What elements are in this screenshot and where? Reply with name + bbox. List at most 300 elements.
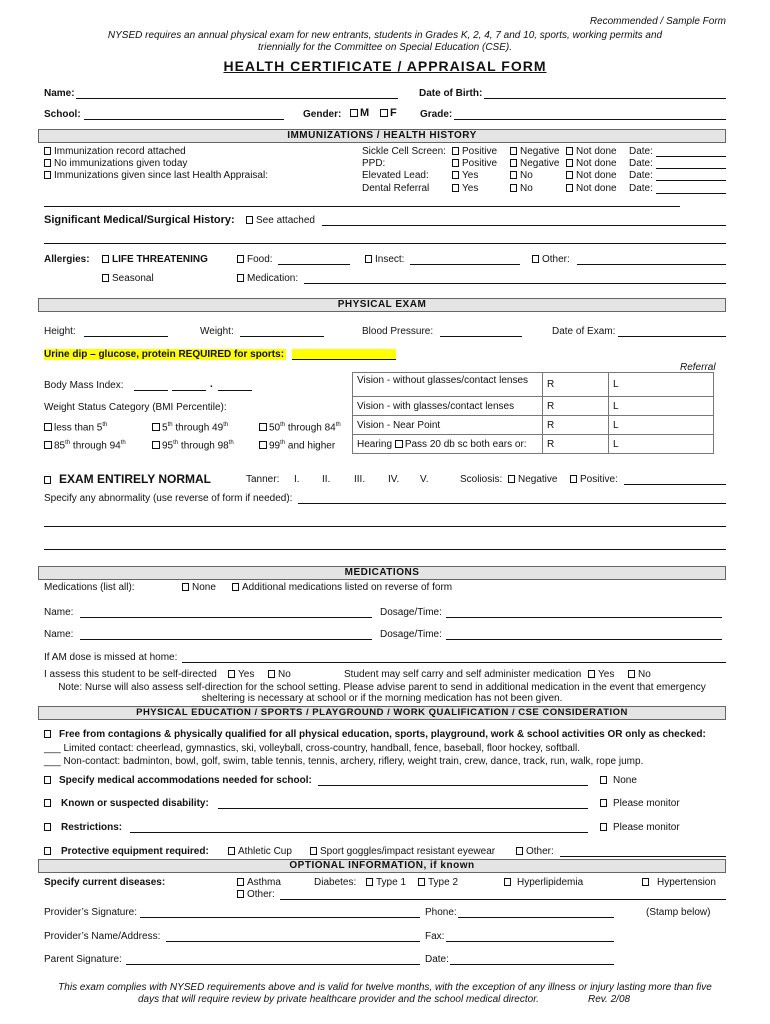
goggles-label: Sport goggles/impact resistant eyewear <box>320 846 496 857</box>
dosage-label: Dosage/Time: <box>380 607 442 618</box>
checkbox-icon <box>504 878 511 886</box>
weight-status-label: Weight Status Category (BMI Percentile): <box>44 402 227 413</box>
pct-sup: th <box>228 440 234 446</box>
blank-mark: ___ <box>44 743 61 754</box>
accom-none[interactable] <box>600 775 637 786</box>
pct-sup: th <box>102 422 108 428</box>
hh-opt-label: Not done <box>576 158 617 169</box>
hearing-pass-label: Pass 20 db sc both ears or: <box>404 438 527 450</box>
parent-signature-field[interactable] <box>126 964 420 965</box>
checkbox-icon <box>152 441 160 449</box>
seasonal-label: Seasonal <box>112 273 154 284</box>
checkbox-icon <box>44 423 52 431</box>
checkbox-icon <box>642 878 649 886</box>
allergy-life-threatening[interactable] <box>102 254 208 265</box>
fax-field[interactable] <box>446 941 614 942</box>
vision-r[interactable]: R <box>543 416 609 435</box>
checkbox-icon <box>44 799 51 807</box>
dob-field[interactable] <box>484 98 726 99</box>
checkbox-icon <box>508 475 515 483</box>
tanner-stage[interactable]: III. <box>354 474 366 485</box>
disease-asthma[interactable] <box>237 877 281 888</box>
physical-exam-header: PHYSICAL EXAM <box>38 298 726 312</box>
bmi-pct-6[interactable] <box>259 438 335 451</box>
self-carry-no[interactable] <box>628 669 651 680</box>
vision-hearing-table <box>352 372 714 454</box>
monitor-label: Please monitor <box>613 798 680 809</box>
header-line-1: NYSED requires an annual physical exam for new entrants, students in Grades K, 2, 4, 7 and 10, sports, working permits and <box>107 30 663 41</box>
immunizations-header: IMMUNIZATIONS / HEALTH HISTORY <box>38 129 726 143</box>
name-field[interactable] <box>76 98 398 99</box>
imm-record-label: Immunization record attached <box>54 146 186 157</box>
table-row <box>353 373 714 397</box>
scoliosis-label: Scoliosis: <box>460 474 503 485</box>
free-contagions[interactable] <box>44 729 706 740</box>
checkbox-icon <box>566 184 573 192</box>
yes-label: Yes <box>598 669 615 680</box>
pct-label: 99 <box>269 440 281 452</box>
bmi-pct-1[interactable] <box>44 420 107 433</box>
checkbox-icon <box>44 476 51 484</box>
accommodations[interactable] <box>44 775 312 786</box>
blank-mark: ___ <box>44 756 61 767</box>
hh-opt-label: Not done <box>576 170 617 181</box>
pct-sup: th <box>173 440 179 446</box>
imm-none-label: No immunizations given today <box>54 158 188 169</box>
meds-additional[interactable] <box>232 582 452 593</box>
monitor-label: Please monitor <box>613 822 680 833</box>
restrictions[interactable] <box>44 822 122 833</box>
tanner-stage[interactable]: IV. <box>388 474 400 485</box>
date-label: Date: <box>425 954 449 965</box>
phone-field[interactable] <box>458 917 614 918</box>
diabetes-label: Diabetes: <box>314 877 357 888</box>
checkbox-icon <box>510 159 517 167</box>
gender-f-label: F <box>390 107 397 119</box>
provider-name-label: Provider’s Name/Address: <box>44 931 161 942</box>
vision-l[interactable]: L <box>609 416 714 435</box>
vision-r[interactable]: R <box>543 397 609 416</box>
hh-label: Dental Referral <box>362 183 430 194</box>
pct-sup: th <box>280 422 286 428</box>
disease-hypertension[interactable] <box>642 877 716 888</box>
abnormality-label: Specify any abnormality (use reverse of form if needed): <box>44 493 293 504</box>
checkbox-icon <box>366 878 373 886</box>
meds-list-label: Medications (list all): <box>44 582 135 593</box>
bp-field[interactable] <box>440 336 522 337</box>
checkbox-icon <box>237 255 244 263</box>
pct-label: 50 <box>269 422 281 434</box>
abnormality-field-3[interactable] <box>44 549 726 550</box>
hh-opt3[interactable] <box>566 183 617 194</box>
checkbox-icon <box>516 847 523 855</box>
hh-opt-label: No <box>520 183 533 194</box>
bmi-pct-2[interactable] <box>152 420 228 433</box>
abnormality-field[interactable] <box>298 503 726 504</box>
table-row <box>353 435 714 454</box>
school-label: School: <box>44 109 81 120</box>
bmi-pct-3[interactable] <box>259 420 341 433</box>
height-label: Height: <box>44 326 76 337</box>
disease-other[interactable] <box>237 889 275 900</box>
hh-opt-label: Positive <box>462 158 498 169</box>
provider-signature-field[interactable] <box>140 917 420 918</box>
urine-dip-label: Urine dip – glucose, protein REQUIRED for sports: <box>44 349 285 360</box>
checkbox-icon <box>228 670 235 678</box>
diabetes-type1[interactable] <box>366 877 406 888</box>
gender-label: Gender: <box>303 109 342 120</box>
pct-label: through 94 <box>70 440 121 452</box>
disability[interactable] <box>44 798 209 809</box>
school-field[interactable] <box>84 119 284 120</box>
tanner-stage[interactable]: I. <box>294 474 300 485</box>
tanner-stage[interactable]: V. <box>420 474 429 485</box>
allergy-other[interactable] <box>532 254 570 265</box>
scoliosis-negative[interactable] <box>508 474 557 485</box>
pos-label: Positive: <box>580 474 618 485</box>
provider-name-field[interactable] <box>166 941 420 942</box>
checkbox-icon <box>566 147 573 155</box>
disability-monitor[interactable] <box>600 798 680 809</box>
vision-l[interactable]: L <box>609 373 714 397</box>
checkbox-icon <box>237 878 244 886</box>
missed-dose-label: If AM dose is missed at home: <box>44 652 178 663</box>
see-attached[interactable] <box>246 215 315 226</box>
checkbox-icon <box>246 216 253 224</box>
footer-line-1: This exam complies with NYSED requirements above and is valid for twelve months, with the exception of any illness or injury lasting more than five <box>58 982 712 993</box>
checkbox-icon[interactable] <box>395 440 403 448</box>
imm-record-attached[interactable] <box>44 146 186 157</box>
table-row <box>353 416 714 435</box>
self-directed-no[interactable] <box>268 669 291 680</box>
pct-label: and higher <box>285 440 336 452</box>
weight-label: Weight: <box>200 326 234 337</box>
food-field[interactable] <box>278 264 350 265</box>
checkbox-icon <box>588 670 595 678</box>
other-label: Other: <box>247 889 275 900</box>
vision-l[interactable]: L <box>609 435 714 454</box>
urine-dip-field[interactable] <box>292 349 396 360</box>
allergy-medication[interactable] <box>237 273 298 284</box>
checkbox-icon <box>44 776 51 784</box>
checkbox-icon <box>452 159 459 167</box>
no-label: No <box>278 669 291 680</box>
hypertension-label: Hypertension <box>657 877 716 888</box>
checkbox-icon <box>237 274 244 282</box>
self-carry-label: Student may self carry and self administer medication <box>344 669 582 680</box>
bmi-field-1[interactable] <box>134 390 168 391</box>
hh-date-field[interactable] <box>656 168 726 169</box>
checkbox-icon <box>510 147 517 155</box>
imm-since-label: Immunizations given since last Health Appraisal: <box>54 170 268 181</box>
checkbox-icon <box>452 184 459 192</box>
disease-other-field[interactable] <box>280 899 726 900</box>
checkbox-icon <box>510 184 517 192</box>
checkbox-icon <box>452 171 459 179</box>
imm-divider <box>44 206 680 207</box>
neg-label: Negative <box>518 474 558 485</box>
asthma-label: Asthma <box>247 877 281 888</box>
accom-label: Specify medical accommodations needed for school: <box>59 775 312 786</box>
allergy-food[interactable] <box>237 254 273 265</box>
bmi-field-3[interactable] <box>218 390 252 391</box>
checkbox-icon <box>566 171 573 179</box>
hh-date-label: Date: <box>629 146 653 157</box>
disability-field[interactable] <box>218 808 588 809</box>
pct-sup: th <box>335 422 341 428</box>
hh-opt2[interactable] <box>510 183 533 194</box>
checkbox-icon <box>600 799 607 807</box>
bmi-pct-5[interactable] <box>152 438 234 451</box>
checkbox-icon <box>532 255 539 263</box>
hh-opt-label: Positive <box>462 146 498 157</box>
table-row <box>353 397 714 416</box>
date-field[interactable] <box>450 964 614 965</box>
vision-label: Vision - with glasses/contact lenses <box>353 397 543 416</box>
pct-sup: th <box>223 422 229 428</box>
hh-label: Sickle Cell Screen: <box>362 146 446 157</box>
hyper-label: Hyperlipidemia <box>517 877 584 888</box>
pct-label: through 49 <box>172 422 224 434</box>
pct-label: less than 5 <box>54 422 103 434</box>
phone-label: Phone: <box>425 907 457 918</box>
checkbox-icon <box>44 730 51 738</box>
hh-opt-label: Yes <box>462 183 479 194</box>
athletic-cup[interactable] <box>228 846 292 857</box>
medication-label: Medication: <box>247 273 299 284</box>
vision-label: Vision - Near Point <box>353 416 543 435</box>
gender-f[interactable] <box>380 108 397 119</box>
free-label: Free from contagions & physically qualified for all physical education, sports, playground, work & school activities OR only as checked: <box>59 729 706 740</box>
self-directed-label: I assess this student to be self-directed <box>44 669 217 680</box>
hearing-cell <box>353 435 543 454</box>
protective-label: Protective equipment required: <box>61 846 209 857</box>
checkbox-icon <box>44 441 52 449</box>
bmi-pct-4[interactable] <box>44 438 126 451</box>
header-line-2: triennially for the Committee on Special Education (CSE). <box>257 42 512 53</box>
med-name-field[interactable] <box>80 639 372 640</box>
pe-qualification-header: PHYSICAL EDUCATION / SPORTS / PLAYGROUND / WORK QUALIFICATION / CSE CONSIDERATION <box>38 706 726 720</box>
referral-label: Referral <box>680 362 716 373</box>
non-contact[interactable] <box>44 756 643 767</box>
pct-label: 5 <box>162 422 168 434</box>
other-allergy-field[interactable] <box>577 264 726 265</box>
pct-label: through 98 <box>178 440 229 452</box>
scoliosis-field[interactable] <box>624 484 726 485</box>
checkbox-icon <box>380 109 388 117</box>
meds-none[interactable] <box>182 582 216 593</box>
hh-date-label: Date: <box>629 170 653 181</box>
med-name-label: Name: <box>44 629 74 640</box>
grade-field[interactable] <box>454 119 726 120</box>
hh-opt-label: Not done <box>576 146 617 157</box>
checkbox-icon <box>418 878 425 886</box>
protective-other-field[interactable] <box>560 856 726 857</box>
bmi-field-2[interactable] <box>172 390 206 391</box>
insect-label: Insect: <box>375 254 405 265</box>
disability-label: Known or suspected disability: <box>61 798 209 809</box>
imm-since-last[interactable] <box>44 170 268 181</box>
bmi-label: Body Mass Index: <box>44 380 124 391</box>
history-field-2[interactable] <box>44 243 726 244</box>
checkbox-icon <box>452 147 459 155</box>
revision-label: Rev. 2/08 <box>588 994 631 1005</box>
other-label: Other: <box>526 846 554 857</box>
nurse-note-1: Note: Nurse will also assess self-direction for the school setting. Please advise parent to send in additional medication in the event that emergency <box>58 682 706 693</box>
name-label: Name: <box>44 88 75 99</box>
exam-normal[interactable] <box>44 472 211 486</box>
checkbox-icon <box>365 255 372 263</box>
checkbox-icon <box>182 583 189 591</box>
weight-field[interactable] <box>240 336 324 337</box>
checkbox-icon <box>44 847 51 855</box>
abnormality-field-2[interactable] <box>44 526 726 527</box>
med-name-field[interactable] <box>80 617 372 618</box>
accom-field[interactable] <box>318 785 588 786</box>
exam-date-label: Date of Exam: <box>552 326 616 337</box>
vision-l[interactable]: L <box>609 397 714 416</box>
pct-label: 85 <box>54 440 66 452</box>
pct-sup: th <box>280 440 286 446</box>
checkbox-icon <box>44 147 51 155</box>
limited-contact[interactable] <box>44 743 580 754</box>
bmi-dot: . <box>210 379 213 390</box>
disease-hyperlipidemia[interactable] <box>504 877 583 888</box>
checkbox-icon <box>44 159 51 167</box>
cup-label: Athletic Cup <box>238 846 292 857</box>
hearing-label: Hearing <box>357 438 393 450</box>
life-label: LIFE THREATENING <box>112 254 208 265</box>
fax-label: Fax: <box>425 931 445 942</box>
self-carry-yes[interactable] <box>588 669 614 680</box>
gender-m-label: M <box>360 107 370 119</box>
checkbox-icon <box>628 670 635 678</box>
restrictions-field[interactable] <box>130 832 588 833</box>
checkbox-icon <box>237 890 244 898</box>
hh-opt2[interactable] <box>510 146 559 157</box>
hh-date-field[interactable] <box>656 156 726 157</box>
dosage-label: Dosage/Time: <box>380 629 442 640</box>
restrictions-label: Restrictions: <box>61 822 123 833</box>
dosage-field[interactable] <box>446 617 722 618</box>
checkbox-icon <box>600 823 607 831</box>
dosage-field[interactable] <box>446 639 722 640</box>
gender-m[interactable] <box>350 108 369 119</box>
see-attached-label: See attached <box>256 215 315 226</box>
grade-label: Grade: <box>420 109 453 120</box>
dob-label: Date of Birth: <box>419 88 483 99</box>
checkbox-icon <box>566 159 573 167</box>
insect-field[interactable] <box>410 264 520 265</box>
diseases-label: Specify current diseases: <box>44 877 166 888</box>
bp-label: Blood Pressure: <box>362 326 434 337</box>
hh-opt-label: Not done <box>576 183 617 194</box>
hh-date-label: Date: <box>629 183 653 194</box>
sport-goggles[interactable] <box>310 846 495 857</box>
checkbox-icon <box>259 423 267 431</box>
nurse-note-2: sheltering is necessary at school or if the morning medication has not been given. <box>201 693 563 704</box>
vision-r[interactable]: R <box>543 373 609 397</box>
hh-opt2[interactable] <box>510 170 533 181</box>
checkbox-icon <box>228 847 235 855</box>
hh-opt-label: No <box>520 170 533 181</box>
hh-opt1[interactable] <box>452 146 497 157</box>
pct-sup: th <box>120 440 126 446</box>
yes-label: Yes <box>238 669 255 680</box>
medication-allergy-field[interactable] <box>304 283 726 284</box>
height-field[interactable] <box>84 336 168 337</box>
self-directed-yes[interactable] <box>228 669 254 680</box>
checkbox-icon <box>310 847 317 855</box>
checkbox-icon <box>510 171 517 179</box>
diabetes-type2[interactable] <box>418 877 458 888</box>
hh-opt1[interactable] <box>452 170 478 181</box>
page-title: HEALTH CERTIFICATE / APPRAISAL FORM <box>223 58 547 74</box>
meds-none-label: None <box>192 582 216 593</box>
checkbox-icon <box>152 423 160 431</box>
restrictions-monitor[interactable] <box>600 822 680 833</box>
checkbox-icon <box>102 255 109 263</box>
checkbox-icon <box>570 475 577 483</box>
none-label: None <box>613 775 637 786</box>
exam-normal-label: EXAM ENTIRELY NORMAL <box>59 472 212 486</box>
history-field[interactable] <box>322 225 726 226</box>
hh-label: Elevated Lead: <box>362 170 429 181</box>
med-name-label: Name: <box>44 607 74 618</box>
hh-opt3[interactable] <box>566 158 617 169</box>
checkbox-icon <box>44 823 51 831</box>
vision-label: Vision - without glasses/contact lenses <box>353 373 543 397</box>
stamp-label: (Stamp below) <box>646 907 711 918</box>
allergies-label: Allergies: <box>44 254 90 265</box>
hh-date-label: Date: <box>629 158 653 169</box>
type2-label: Type 2 <box>428 877 459 888</box>
limited-label: Limited contact: cheerlead, gymnastics, ski, volleyball, cross-country, handball, fence, baseball, floor hockey, softball. <box>63 743 581 754</box>
hh-opt3[interactable] <box>566 146 617 157</box>
checkbox-icon <box>232 583 239 591</box>
pct-label: 95 <box>162 440 174 452</box>
medications-header: MEDICATIONS <box>38 566 726 580</box>
hh-opt2[interactable] <box>510 158 559 169</box>
hh-opt3[interactable] <box>566 170 617 181</box>
hh-opt1[interactable] <box>452 158 497 169</box>
noncontact-label: Non-contact: badminton, bowl, golf, swim, table tennis, tennis, archery, riflery, weight train, crew, dance, track, run, walk, rope jump. <box>63 756 644 767</box>
tanner-stage[interactable]: II. <box>322 474 331 485</box>
hh-opt-label: Negative <box>520 146 560 157</box>
pct-sup: th <box>65 440 71 446</box>
provider-signature-label: Provider’s Signature: <box>44 907 138 918</box>
checkbox-icon <box>259 441 267 449</box>
hh-date-field[interactable] <box>656 193 726 194</box>
parent-signature-label: Parent Signature: <box>44 954 122 965</box>
allergy-seasonal[interactable] <box>102 273 154 284</box>
vision-r[interactable]: R <box>543 435 609 454</box>
scoliosis-positive[interactable] <box>570 474 618 485</box>
protective-equipment[interactable] <box>44 846 209 857</box>
meds-additional-label: Additional medications listed on reverse of form <box>242 582 453 593</box>
optional-info-header: OPTIONAL INFORMATION, if known <box>38 859 726 873</box>
tanner-label: Tanner: <box>246 474 280 485</box>
allergy-insect[interactable] <box>365 254 404 265</box>
exam-date-field[interactable] <box>618 336 726 337</box>
missed-dose-field[interactable] <box>182 662 726 663</box>
hh-opt1[interactable] <box>452 183 478 194</box>
protective-other[interactable] <box>516 846 554 857</box>
imm-none-today[interactable] <box>44 158 187 169</box>
hh-date-field[interactable] <box>656 180 726 181</box>
type1-label: Type 1 <box>376 877 407 888</box>
footer-line-2: days that will require review by private healthcare provider and the school medical director. <box>138 994 539 1005</box>
